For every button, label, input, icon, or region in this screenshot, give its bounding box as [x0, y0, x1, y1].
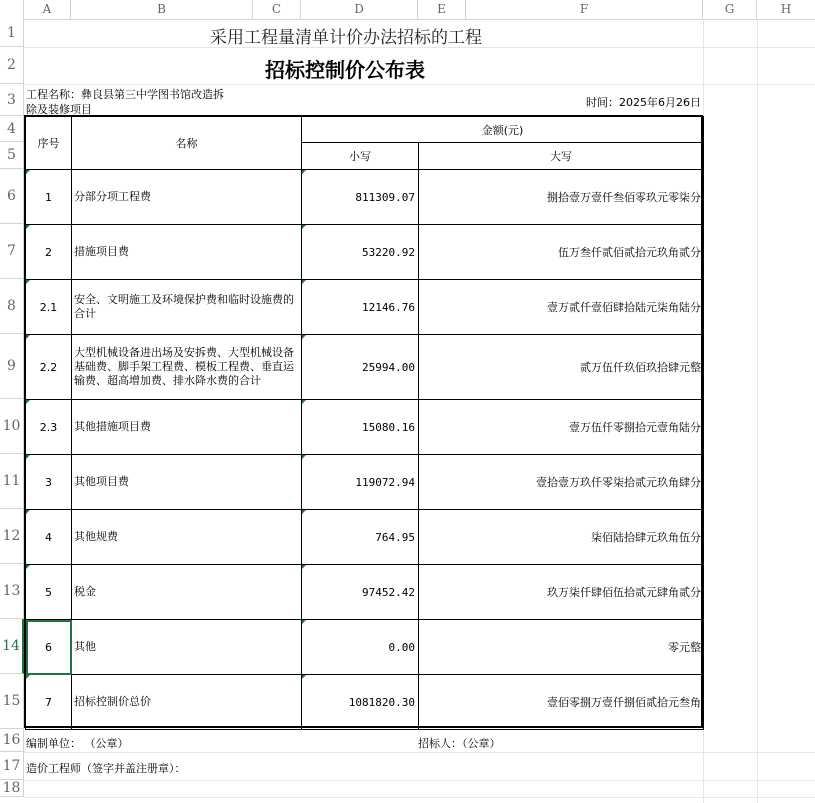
- cell-small[interactable]: 1081820.30: [302, 675, 419, 730]
- cell-name[interactable]: 措施项目费: [72, 225, 302, 280]
- cell-seq[interactable]: 2: [26, 225, 72, 280]
- grid-line: [24, 84, 815, 85]
- cell-small[interactable]: 119072.94: [302, 455, 419, 510]
- row-header-7[interactable]: 7: [0, 224, 24, 279]
- row-header-16[interactable]: 16: [0, 729, 24, 752]
- title-line-1: 采用工程量清单计价办法招标的工程: [210, 28, 482, 48]
- cell-seq[interactable]: 5: [26, 565, 72, 620]
- cell-name[interactable]: 其他措施项目费: [72, 400, 302, 455]
- table-row: [26, 225, 704, 280]
- cell-seq[interactable]: 7: [26, 675, 72, 730]
- header-name[interactable]: 名称: [72, 117, 302, 170]
- cell-small[interactable]: 15080.16: [302, 400, 419, 455]
- cell-seq[interactable]: 2.2: [26, 335, 72, 400]
- row-header-6[interactable]: 6: [0, 169, 24, 224]
- cell-name[interactable]: 其他规费: [72, 510, 302, 565]
- header-seq[interactable]: 序号: [26, 117, 72, 170]
- grid-line: [24, 780, 815, 781]
- cell-big[interactable]: 壹佰零捌万壹仟捌佰贰拾元叁角: [419, 675, 704, 730]
- grid-line: [24, 752, 815, 753]
- cell-big[interactable]: 壹万伍仟零捌拾元壹角陆分: [419, 400, 704, 455]
- cell-big[interactable]: 捌拾壹万壹仟叁佰零玖元零柒分: [419, 170, 704, 225]
- header-small[interactable]: 小写: [302, 143, 419, 170]
- grid-line: [757, 19, 758, 803]
- row-header-12[interactable]: 12: [0, 509, 24, 564]
- cell-big[interactable]: 壹万贰仟壹佰肆拾陆元柒角陆分: [419, 280, 704, 335]
- row-header-4[interactable]: 4: [0, 116, 24, 142]
- column-header-b[interactable]: B: [71, 0, 253, 19]
- row-header-3[interactable]: 3: [0, 84, 24, 116]
- table-row: [26, 510, 704, 565]
- footer-engineer: 造价工程师（签字并盖注册章）：: [26, 762, 186, 775]
- cell-big[interactable]: 玖万柒仟肆佰伍拾贰元肆角贰分: [419, 565, 704, 620]
- row-header-15[interactable]: 15: [0, 674, 24, 729]
- cell-seq[interactable]: 4: [26, 510, 72, 565]
- cell-big[interactable]: 壹拾壹万玖仟零柒拾贰元玖角肆分: [419, 455, 704, 510]
- row-header-18[interactable]: 18: [0, 780, 24, 797]
- column-header-bar: [0, 0, 815, 20]
- cell-name[interactable]: 税金: [72, 565, 302, 620]
- row-header-13[interactable]: 13: [0, 564, 24, 619]
- cell-small[interactable]: 811309.07: [302, 170, 419, 225]
- table-row: [26, 455, 704, 510]
- cell-seq[interactable]: 2.3: [26, 400, 72, 455]
- column-header-e[interactable]: E: [418, 0, 466, 19]
- cell-small[interactable]: 97452.42: [302, 565, 419, 620]
- row-header-2[interactable]: 2: [0, 47, 24, 84]
- table-row: [26, 335, 704, 400]
- column-header-d[interactable]: D: [301, 0, 418, 19]
- column-header-h[interactable]: H: [780, 2, 792, 16]
- row-header-5[interactable]: 5: [0, 142, 24, 169]
- date-text: 时间：2025年6月26日: [586, 96, 701, 109]
- column-header-f[interactable]: F: [466, 0, 703, 19]
- table-row: [26, 170, 704, 225]
- table-row: [26, 565, 704, 620]
- cell-big[interactable]: 柒佰陆拾肆元玖角伍分: [419, 510, 704, 565]
- cell-small[interactable]: 764.95: [302, 510, 419, 565]
- cell-name[interactable]: 大型机械设备进出场及安拆费、大型机械设备基础费、脚手架工程费、模板工程费、垂直运输费、超高增加费、排水降水费的合计: [72, 335, 302, 400]
- table-row: [26, 400, 704, 455]
- bid-control-price-table: [25, 116, 704, 730]
- cell-seq[interactable]: 3: [26, 455, 72, 510]
- row-header-9[interactable]: 9: [0, 334, 24, 399]
- column-header-a[interactable]: A: [24, 0, 71, 19]
- header-big[interactable]: 大写: [419, 143, 704, 170]
- cell-small[interactable]: 0.00: [302, 620, 419, 675]
- table-row: [26, 675, 704, 730]
- cell-small[interactable]: 25994.00: [302, 335, 419, 400]
- table-row: [26, 280, 704, 335]
- cell-name[interactable]: 分部分项工程费: [72, 170, 302, 225]
- cell-small[interactable]: 53220.92: [302, 225, 419, 280]
- cell-small[interactable]: 12146.76: [302, 280, 419, 335]
- column-header-c[interactable]: C: [253, 0, 301, 19]
- cell-name[interactable]: 其他: [72, 620, 302, 675]
- footer-bidder: 招标人：（公章）: [418, 737, 501, 750]
- row-header-17[interactable]: 17: [0, 752, 24, 780]
- header-amount[interactable]: 金额(元): [302, 117, 704, 143]
- row-header-1[interactable]: 1: [0, 19, 24, 47]
- cell-big[interactable]: 零元整: [419, 620, 704, 675]
- grid-line: [24, 797, 815, 798]
- cell-big[interactable]: 伍万叁仟贰佰贰拾元玖角贰分: [419, 225, 704, 280]
- cell-seq[interactable]: 1: [26, 170, 72, 225]
- cell-name[interactable]: 其他项目费: [72, 455, 302, 510]
- row-header-11[interactable]: 11: [0, 454, 24, 509]
- cell-name[interactable]: 安全、文明施工及环境保护费和临时设施费的合计: [72, 280, 302, 335]
- project-name-line-1: 工程名称：彝良县第三中学图书馆改造拆: [26, 88, 224, 101]
- footer-unit: 编制单位： （公章）: [26, 737, 129, 750]
- table-row: [26, 620, 704, 675]
- project-name-line-2: 除及装修项目: [26, 103, 92, 116]
- page-title: 招标控制价公布表: [265, 58, 425, 82]
- cell-seq-selected[interactable]: 6: [26, 620, 72, 675]
- row-header-14-selected[interactable]: 14: [0, 619, 24, 674]
- column-header-g[interactable]: G: [703, 0, 757, 19]
- row-header-8[interactable]: 8: [0, 279, 24, 334]
- row-header-10[interactable]: 10: [0, 399, 24, 454]
- cell-big[interactable]: 贰万伍仟玖佰玖拾肆元整: [419, 335, 704, 400]
- cell-name[interactable]: 招标控制价总价: [72, 675, 302, 730]
- select-all-corner[interactable]: [0, 0, 24, 19]
- cell-seq[interactable]: 2.1: [26, 280, 72, 335]
